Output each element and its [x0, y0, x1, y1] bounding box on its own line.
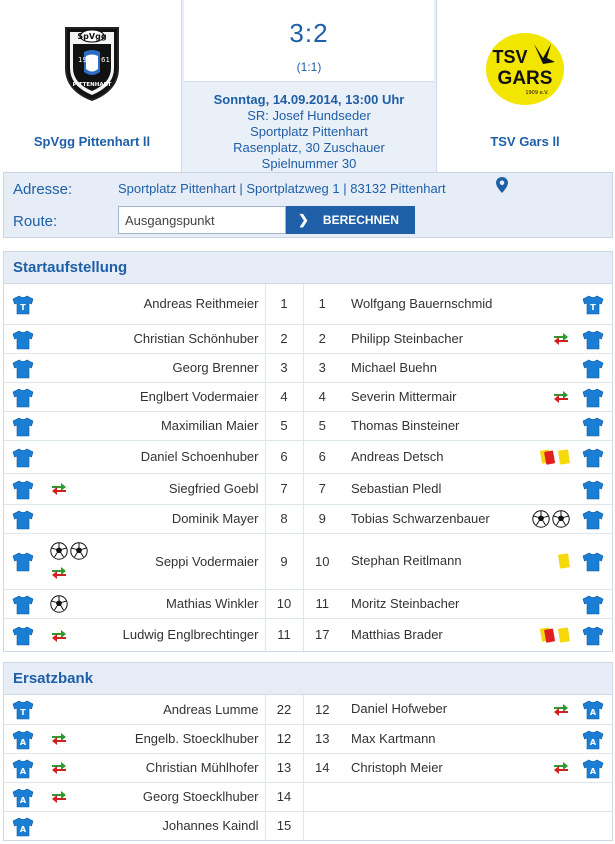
table-row — [4, 324, 612, 353]
match-info — [182, 92, 436, 172]
jersey-icon — [582, 295, 604, 315]
away-events — [501, 753, 574, 782]
section-title: Startaufstellung — [4, 252, 612, 284]
away-events — [501, 411, 574, 440]
jersey-icon — [582, 359, 604, 379]
home-events — [42, 284, 102, 324]
away-team-logo[interactable] — [485, 32, 565, 106]
svg-text:A: A — [19, 766, 27, 776]
home-player-number: 11 — [265, 618, 303, 651]
home-events — [42, 324, 102, 353]
home-player-number: 6 — [265, 440, 303, 473]
home-events — [42, 411, 102, 440]
home-player-number: 4 — [265, 382, 303, 411]
svg-text:T: T — [20, 708, 26, 718]
away-events — [501, 618, 574, 651]
home-team-name[interactable]: SpVgg Pittenhart ll — [33, 134, 151, 149]
substitution-icon — [50, 761, 68, 775]
jersey-icon — [12, 510, 34, 530]
svg-text:GARS: GARS — [497, 68, 553, 89]
jersey-icon — [12, 788, 34, 808]
away-player-name[interactable]: Severin Mittermair — [341, 382, 501, 411]
route-label: Route: — [13, 213, 58, 230]
home-player-name[interactable]: Georg Stoecklhuber — [102, 782, 265, 811]
away-player-name[interactable]: Daniel Hofweber — [351, 701, 448, 717]
home-events — [42, 589, 102, 618]
jersey-icon — [12, 626, 34, 646]
away-events — [501, 533, 574, 589]
away-events — [501, 473, 574, 504]
away-player-name[interactable]: Wolfgang Bauernschmid — [351, 295, 493, 311]
bench-table — [4, 695, 612, 840]
substitution-icon — [50, 732, 68, 746]
home-player-name[interactable]: Christian Mühlhofer — [102, 753, 265, 782]
svg-text:A: A — [589, 708, 597, 718]
home-events — [42, 782, 102, 811]
home-player-name[interactable]: Seppi Vodermaier — [102, 533, 265, 589]
football-icon — [50, 595, 68, 613]
away-events — [501, 695, 574, 724]
jersey-icon — [582, 330, 604, 350]
calculate-label: BERECHNEN — [322, 213, 399, 227]
football-icon — [552, 510, 570, 528]
away-player-name[interactable]: Max Kartmann — [341, 724, 501, 753]
away-player-number: 4 — [303, 382, 341, 411]
away-player-number — [303, 811, 341, 840]
home-events — [42, 533, 102, 589]
svg-text:SpVgg: SpVgg — [77, 32, 107, 41]
svg-text:61: 61 — [101, 56, 110, 64]
jersey-icon — [12, 388, 34, 408]
score-panel — [184, 0, 434, 82]
map-pin-icon[interactable] — [496, 177, 508, 193]
jersey-icon — [582, 552, 604, 572]
svg-text:A: A — [19, 795, 27, 805]
yellow-red-card-icon — [540, 627, 556, 643]
home-player-number: 12 — [265, 724, 303, 753]
jersey-icon — [12, 759, 34, 779]
jersey-icon — [12, 330, 34, 350]
home-team[interactable] — [3, 0, 181, 172]
home-player-name[interactable]: Georg Brenner — [102, 353, 265, 382]
away-player-number: 3 — [303, 353, 341, 382]
home-events — [42, 504, 102, 533]
home-player-name[interactable]: Daniel Schoenhuber — [102, 440, 265, 473]
jersey-icon — [582, 626, 604, 646]
surface-attendance: Rasenplatz, 30 Zuschauer — [233, 140, 385, 155]
away-player-number: 13 — [303, 724, 341, 753]
jersey-icon — [12, 552, 34, 572]
away-player-number: 11 — [303, 589, 341, 618]
home-events — [42, 382, 102, 411]
home-events — [42, 724, 102, 753]
home-player-name[interactable]: Ludwig Englbrechtinger — [102, 618, 265, 651]
table-row — [4, 382, 612, 411]
away-player-number: 2 — [303, 324, 341, 353]
venue: Sportplatz Pittenhart — [250, 124, 368, 139]
bench-section — [3, 662, 613, 841]
svg-text:19: 19 — [78, 56, 87, 64]
table-row — [4, 533, 612, 589]
substitution-icon — [50, 790, 68, 804]
table-row — [4, 504, 612, 533]
away-player-name[interactable]: Sebastian Pledl — [341, 473, 501, 504]
home-player-number: 5 — [265, 411, 303, 440]
away-player-number: 5 — [303, 411, 341, 440]
football-icon — [50, 542, 68, 560]
section-title: Ersatzbank — [4, 663, 612, 695]
table-row — [4, 753, 612, 782]
referee: SR: Josef Hundseder — [247, 108, 371, 123]
yellow-card-icon — [558, 553, 570, 569]
away-player-number: 17 — [303, 618, 341, 651]
jersey-icon — [12, 359, 34, 379]
table-row — [4, 440, 612, 473]
away-events — [501, 440, 574, 473]
game-number: Spielnummer 30 — [261, 156, 357, 171]
away-player-name[interactable] — [341, 811, 501, 840]
away-events — [501, 382, 574, 411]
away-events — [501, 724, 574, 753]
away-events — [501, 811, 574, 840]
home-player-name[interactable]: Siegfried Goebl — [102, 473, 265, 504]
jersey-icon — [12, 417, 34, 437]
jersey-icon — [582, 759, 604, 779]
yellow-card-icon — [558, 449, 570, 465]
football-icon — [532, 510, 550, 528]
svg-text:TSV: TSV — [492, 47, 528, 67]
home-player-name[interactable]: Mathias Winkler — [102, 589, 265, 618]
jersey-icon — [12, 595, 34, 615]
substitution-icon — [50, 566, 68, 580]
away-events — [501, 284, 574, 324]
match-header — [3, 0, 613, 172]
table-row — [4, 589, 612, 618]
away-player-number: 12 — [303, 695, 341, 724]
away-player-name[interactable]: Matthias Brader — [341, 618, 501, 651]
chevron-right-icon: ❯ — [298, 212, 309, 227]
table-row — [4, 411, 612, 440]
svg-text:PITTENHART: PITTENHART — [72, 82, 112, 88]
away-player-name[interactable] — [341, 782, 501, 811]
starting-lineup-section — [3, 251, 613, 652]
table-row — [4, 695, 612, 724]
away-player-name[interactable]: Tobias Schwarzenbauer — [341, 504, 501, 533]
away-player-number: 1 — [303, 284, 341, 324]
away-player-number: 6 — [303, 440, 341, 473]
away-events — [501, 504, 574, 533]
away-player-name[interactable]: Philipp Steinbacher — [341, 324, 501, 353]
away-events — [501, 782, 574, 811]
away-player-number: 7 — [303, 473, 341, 504]
away-player-number: 9 — [303, 504, 341, 533]
away-team-name[interactable]: TSV Gars ll — [490, 134, 560, 149]
address-label: Adresse: — [13, 181, 73, 198]
substitution-icon — [552, 332, 570, 346]
away-player-number: 14 — [303, 753, 341, 782]
substitution-icon — [552, 703, 570, 717]
football-icon — [70, 542, 88, 560]
final-score: 3:2 — [289, 18, 329, 48]
address-box — [3, 172, 613, 238]
yellow-card-icon — [558, 627, 570, 643]
jersey-icon — [582, 700, 604, 720]
home-player-number: 3 — [265, 353, 303, 382]
home-team-logo[interactable] — [60, 24, 124, 102]
jersey-icon — [12, 480, 34, 500]
jersey-icon — [12, 817, 34, 837]
jersey-icon — [12, 295, 34, 315]
home-player-name[interactable]: Christian Schönhuber — [102, 324, 265, 353]
svg-text:A: A — [589, 766, 597, 776]
lineup-table — [4, 284, 612, 651]
away-events — [501, 324, 574, 353]
table-row — [4, 353, 612, 382]
table-row — [4, 473, 612, 504]
substitution-icon — [552, 390, 570, 404]
jersey-icon — [12, 448, 34, 468]
jersey-icon — [582, 448, 604, 468]
jersey-icon — [12, 700, 34, 720]
address-link[interactable]: Sportplatz Pittenhart | Sportplatzweg 1 | 83132 Pittenhart — [118, 181, 446, 196]
away-team[interactable] — [437, 0, 613, 172]
jersey-icon — [582, 480, 604, 500]
score-box — [181, 0, 437, 172]
jersey-icon — [582, 510, 604, 530]
jersey-icon — [582, 730, 604, 750]
away-player-name[interactable]: Stephan Reitlmann — [341, 533, 501, 589]
away-player-name[interactable]: Michael Buehn — [341, 353, 501, 382]
away-player-number — [303, 782, 341, 811]
svg-text:A: A — [589, 737, 597, 747]
svg-text:A: A — [19, 737, 27, 747]
table-row — [4, 724, 612, 753]
away-player-name[interactable]: Moritz Steinbacher — [341, 589, 501, 618]
home-player-name[interactable]: Johannes Kaindl — [102, 811, 265, 840]
jersey-icon — [12, 730, 34, 750]
calculate-route-button[interactable] — [286, 206, 415, 234]
svg-text:T: T — [20, 302, 26, 312]
home-player-name[interactable]: Andreas Lumme — [163, 701, 259, 717]
svg-text:T: T — [590, 302, 596, 312]
away-player-name[interactable]: Christoph Meier — [341, 753, 501, 782]
home-player-number: 7 — [265, 473, 303, 504]
away-player-name[interactable]: Thomas Binsteiner — [341, 411, 501, 440]
match-date: Sonntag, 14.09.2014, 13:00 Uhr — [213, 92, 405, 107]
home-player-name[interactable]: Maximilian Maier — [102, 411, 265, 440]
home-player-number: 14 — [265, 782, 303, 811]
substitution-icon — [50, 482, 68, 496]
home-player-number: 10 — [265, 589, 303, 618]
home-events — [42, 618, 102, 651]
route-start-input[interactable] — [118, 206, 286, 234]
table-row — [4, 284, 612, 324]
svg-text:A: A — [19, 824, 27, 834]
away-events — [501, 353, 574, 382]
table-row — [4, 811, 612, 840]
home-player-name[interactable]: Englbert Vodermaier — [102, 382, 265, 411]
home-player-number: 9 — [265, 533, 303, 589]
away-player-name[interactable]: Andreas Detsch — [341, 440, 501, 473]
home-player-number: 13 — [265, 753, 303, 782]
home-events — [42, 473, 102, 504]
yellow-red-card-icon — [540, 449, 556, 465]
table-row — [4, 618, 612, 651]
home-events — [42, 753, 102, 782]
jersey-icon — [582, 388, 604, 408]
table-row — [4, 782, 612, 811]
home-player-number: 1 — [265, 284, 303, 324]
home-player-name[interactable]: Dominik Mayer — [102, 504, 265, 533]
halftime-score: (1:1) — [296, 60, 322, 74]
home-player-number: 2 — [265, 324, 303, 353]
jersey-icon — [582, 595, 604, 615]
home-player-name[interactable]: Andreas Reithmeier — [143, 296, 259, 312]
substitution-icon — [552, 761, 570, 775]
home-events — [42, 811, 102, 840]
home-events — [42, 440, 102, 473]
home-player-number: 15 — [265, 811, 303, 840]
jersey-icon — [582, 417, 604, 437]
away-player-number: 10 — [303, 533, 341, 589]
home-player-name[interactable]: Engelb. Stoecklhuber — [102, 724, 265, 753]
home-player-number: 8 — [265, 504, 303, 533]
home-events — [42, 695, 102, 724]
home-events — [42, 353, 102, 382]
substitution-icon — [50, 629, 68, 643]
home-player-number: 22 — [265, 695, 303, 724]
away-events — [501, 589, 574, 618]
svg-text:1909 e.V.: 1909 e.V. — [525, 90, 549, 96]
